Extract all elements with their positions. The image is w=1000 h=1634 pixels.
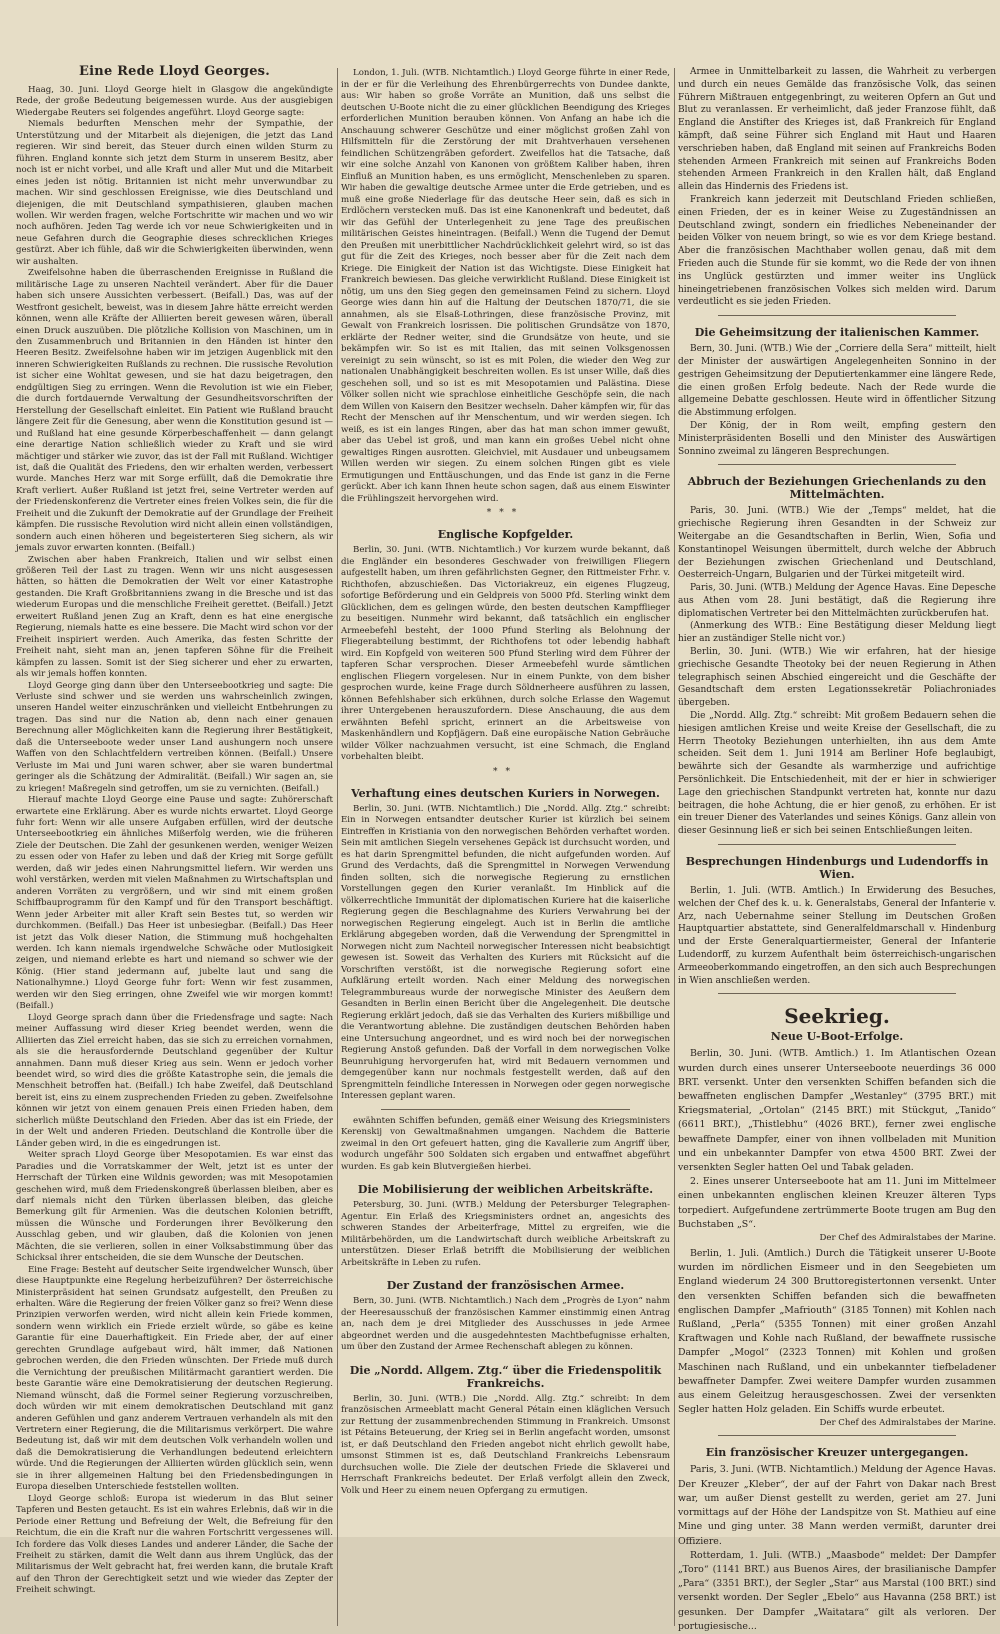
column-1 [16, 18, 333, 1634]
paragraph: Berlin, 30. Juni. (WTB.) Die „Nordd. Allg. Ztg.“ schreibt: In dem französischen Armeeblatt macht General Pétain einen kläglichen Versuch zur Rettung der zusammenbrechenden Stimmung in Frankreich. Umsonst ist Pétains Beteuerung, der Krieg sei in Berlin angefacht worden, umsonst ist, er daß Deutschland den Frieden angebot nicht ehrlich gewollt habe, umsonst Stimmen ist es, daß Deutschland Frankreichs Lebensraum durchsuchen wolle. Die Ziele der deutschen Friede die Sklaverei und Herrschaft Frankreichs bedeutet. Der Erlaß verfolgt allein den Zweck, Volk und Heer zu einem neuen Opfergang zu ermutigen. [341, 1393, 670, 1496]
divider [718, 464, 956, 465]
section-title: Die Geheimsitzung der italienischen Kammer. [694, 326, 980, 340]
paragraph: Paris, 3. Juni. (WTB. Nichtamtlich.) Meldung der Agence Havas. Der Kreuzer „Kleber“, der auf der Fahrt von Dakar nach Brest war, um außer Dienst gestellt zu werden, geriet am 27. Juni vormittags auf der Höhe der Landspitze von St. Mathieu auf eine Mine und ging unter. 38 Mann werden vermißt, darunter drei Offiziere. [678, 1464, 996, 1547]
paragraph: Haag, 30. Juni. Lloyd George hielt in Glasgow die angekündigte Rede, der große Bedeutung beigemessen wurde. Aus der ausgiebigen Wiedergabe Reuters sei folgendes angeführt. Lloyd George sagte: [16, 85, 333, 118]
paragraph: Berlin, 30. Juni. (WTB. Amtlich.) 1. Im Atlantischen Ozean wurden durch eines unserer Unterseeboote neuerdings 36 000 BRT. versenkt. Unter den versenkten Schiffen befanden sich die bewaffneten englischen Dampfer „Westanley“ (3795 BRT.) mit Kriegsmaterial, „Ortolan“ (2145 BRT.) mit Stückgut, „Tanido“ (6611 BRT.), „Thistlebhu“ (4026 BRT.), ferner zwei englische bewaffnete Dampfer, einer von ihnen vollbeladen mit Munition und ein unbekannter Dampfer von etwa 4500 BRT. Zwei der versenkten Segler hatten Oel und Tabak geladen. [678, 1048, 996, 1174]
paragraph: Rotterdam, 1. Juli. (WTB.) „Maasbode“ meldet: Der Dampfer „Toro“ (1141 BRT.) aus Buenos Aires, der brasilianische Dampfer „Para“ (3351 BRT.), der Segler „Star“ aus Marstal (100 BRT.) sind versenkt worden. Der Segler „Ebelo“ aus Havanna (258 BRT.) ist gesunken. Der Dampfer „Waitatara“ gilt als verloren. Der portugiesische... [678, 1549, 996, 1632]
paragraph: Bern, 30. Juni. (WTB. Nichtamtlich.) Nach dem „Progrès de Lyon“ nahm der Heeresausschuß der französischen Kammer einstimmig einen Antrag an, nach dem je drei Mitglieder des Ausschusses in jede Armee abgeordnet werden und die ausgedehntesten Machtbefugnisse erhalten, um über den Zustand der Armee Rechenschaft ablegen zu können. [341, 1296, 670, 1352]
paragraph: Zwischen aber haben Frankreich, Italien und wir selbst einen größeren Teil der Last zu tragen. Wenn wir uns nicht ausgesessen hätten, so hätten die Demokratien der Welt vor einer Katastrophe gestanden. Die Kraft Großbritanniens zwang in die Bresche und ist das wiederum Europas und die menschliche Freiheit gerettet. (Beifall.) Jetzt erweitert Rußland jenen Zug an Kraft, denn es hat eine energische Regierung, niemals hatte es eine bessere. Die Macht wird schon vor der Freiheit inspiriert werden. Auch Amerika, das festen Schritte der Freiheit naht, sieht man an, jenen tapferen Söhne für die Freiheit kämpfen zu lassen. Somit ist der Sieg sicherer und eher zu erwarten, als wir jemals hoffen konnten. [16, 554, 333, 680]
separator-stars: *** [486, 508, 525, 518]
paragraph: Paris, 30. Juni. (WTB.) Wie der „Temps“ meldet, hat die griechische Regierung ihren Gesandten in der Schweiz zur Weitergabe an die Gesandtschaften in Berlin, Wien, Sofia und Konstantinopel Weisungen übermittelt, durch welche der Abbruch der Beziehungen zwischen Griechenland und Deutschland, Oesterreich-Ungarn, Bulgarien und der Türkei mitgeteilt wird. [678, 506, 996, 581]
paragraph: ewähnten Schiffen befunden, gemäß einer Weisung des Kriegsministers Kerenskij von Gewaltmaßnahmen umgangen. Nachdem die Batterie zweimal in den Ort gefeuert hatten, ging die Kavallerie zum Angriff über, wodurch ungefähr 500 Soldaten sich ergaben und entwaffnet abgeführt wurden. Es gab kein Blutvergießen hierbei. [341, 1115, 670, 1172]
section-title: Besprechungen Hindenburgs und Ludendorffs in Wien. [685, 855, 989, 882]
headline-lloyd-george: Eine Rede Lloyd Georges. [79, 64, 270, 79]
section-title: Die Mobilisierung der weiblichen Arbeitskräfte. [357, 1183, 654, 1196]
divider [381, 1109, 630, 1110]
divider [718, 315, 956, 316]
paragraph: Lloyd George sprach dann über die Friedensfrage und sagte: Nach meiner Auffassung wird dieser Krieg beendet werden, wenn die Alliierten das Ziel erreicht haben, das sie sich zu erreichen vornahmen, als sie die herausfordernde Deutschland gegenüber der Kultur annahmen. Dann muß dieser Krieg aus sein. Wenn er jedoch vorher beendet wird, so wird dies die größte Katastrophe sein, die jemals die Menschheit betroffen hat. (Beifall.) Ich habe Zweifel, daß Deutschland bereit ist, eins zu einem zusprechenden Frieden zu geben. Zweifelsohne können wir jetzt von einem genauen Preis einen Frieden haben, dem sicherlich müßte Deutschland den Frieden. Aber das ist ein Friede, der in der Welt und anderen Frieden. Deutschland die Kontrolle über die Länder geben wird, in die es eingedrungen ist. [16, 1012, 333, 1149]
paragraph: Berlin, 30. Juni. (WTB. Nichtamtlich.) Vor kurzem wurde bekannt, daß die Engländer ein besonderes Geschwader von freiwilligen Fliegern aufgestellt haben, um ihren gefährlichsten Gegner, den Rittmeister Frhr. v. Richthofen, abzuschießen. Das Victoriakreuz, ein eigenes Flugzeug, sofortige Beförderung und ein Geldpreis von 5000 Pfd. Sterling winkt dem Glücklichen, dem es gelingen würde, den besten deutschen Kampfflieger zu beseitigen. Nunmehr wird bekannt, daß tatsächlich ein englischer Armeebefehl besteht, der 1000 Pfund Sterling als Belohnung der Fliegerabteilung bestimmt, der Richthofens tot oder lebendig habhaft wird. Ein Kopfgeld von weiteren 500 Pfund Sterling wird dem Führer der tapferen Schar versprochen. Dieser Armeebefehl wurde sämtlichen englischen Fliegern vorgelesen. Nur in einem Punkte, von dem bisher gesprochen wurde, keine Frage durch Söldnerheere ausführen zu lassen, können Befehlshaber sich erkühnen, durch solche Erlasse den Wagemut ihrer Untergebenen herauszufordern. Diese Anschauung, die aus dem erwähnten Befehl spricht, erinnert an die Arbeitsweise von Maskenhändlern und Kopfjägern. Daß eine europäische Nation Gebräuche wilder Völker nachzuahmen versucht, ist eine Schmach, die England vorbehalten bleibt. [341, 545, 670, 762]
section-title: Abbruch der Beziehungen Griechenlands zu den Mittelmächten. [687, 475, 987, 502]
paragraph: Lloyd George schloß: Europa ist wiederum in das Blut seiner Tapferen und Besten getaucht. Es ist ein wahres Erlebnis, daß wir in die Periode einer Rettung und Befreiung der Welt, die Befreiung für den Reichtum, die ein die Kraft nur die wahren Fortschritt vergessenes will. Ich fordere das Volk dieses Landes und anderer Länder, die Sache der Freiheit zu stärken, damit die Welt dann aus ihrem Unglück, das der Militarismus der Welt gebracht hat, frei werden kann, die brutale Kraft auf den Thron der Gerechtigkeit setzt und wie wieder das Zepter der Freiheit schwingt. [16, 1493, 333, 1596]
paragraph: Der König, der in Rom weilt, empfing gestern den Ministerpräsidenten Boselli und den Minister des Auswärtigen Sonnino zweimal zu längeren Besprechungen. [678, 420, 996, 457]
section-title: Ein französischer Kreuzer untergegangen. [705, 1446, 969, 1460]
paragraph: Zweifelsohne haben die überraschenden Ereignisse in Rußland die militärische Lage zu unseren Nachteil verändert. Aber für die Dauer haben sich unsere Aussichten verbessert. (Beifall.) Das, was auf der Westfront gesichelt, beweist, was in diesem Jahre hätte erreicht werden können, wenn alle Kräfte der Alliierten bereit gewesen wären, überall einen Druck auszuüben. Die plötzliche Kollision von Maschinen, um in den Zusammenbruch und Britannien in den Händen ist hinter den Heeren Besitz. Zweifelsohne haben wir im jetzigen Augenblick mit den inneren Schwierigkeiten Rußlands zu rechnen. Die russische Revolution ist sicher eine Wohltat gewesen, und sie hat dazu beigetragen, den endgültigen Sieg zu erringen. Wenn die Revolution ist wie ein Fieber, die durch fortdauernde Verwaltung der Gesundheitsvorschriften der Herstellung der Gesellschaft einleitet. Ein Patient wie Rußland braucht längere Zeit für die Genesung, aber wenn die Konstitution gesund ist — und Rußland hat eine gesunde Körperbeschaffenheit — dann gelangt eine derartige Nation schließlich wieder zu Kraft und sie wird mächtiger und stärker wie zuvor, das ist der Fall mit Rußland. Wichtiger ist, daß die Qualität des Friedens, den wir erhalten werden, verbessert wurde. Manches Herz war mit Sorge erfüllt, daß die Demokratie ihre Kraft verliert. Außer Rußland ist jetzt frei, seine Vertreter werden auf der Friedenskonferenz die Vertreter eines freien Volkes sein, die für die Freiheit und die Zukunft der Demokratie auf der Grundlage der Freiheit kämpfen. Die russische Revolution wird nicht allein einen vollständigen, sondern auch einen höheren und begeisterteren Sieg sichern, als wir jemals zuvor erwarten konnten. (Beifall.) [16, 268, 333, 554]
paragraph: Frankreich kann jederzeit mit Deutschland Frieden schließen, einen Frieden, der es in keiner Weise zu Zugeständnissen an Deutschland zwingt, sondern ein friedliches Nebeneinander der beiden Völker von neuem bringt, so wie es vor dem Kriege bestand. Aber die französischen Machthaber wollen genau, daß mit dem Frieden auch die Stunde für sie kommt, wo die Rede der von ihnen ins Unglück gestürzten und immer weiter ins Unglück hineingetriebenen französischen Volkes sich melden wird. Darum verdeutlicht es sie jeden Frieden. [678, 194, 996, 308]
paragraph: Niemals bedurften Menschen mehr der Sympathie, der Unterstützung und der Mitarbeit als diejenigen, die jetzt das Land regieren. Wir sind bereit, das Steuer durch einen wilden Sturm zu führen. England konnte sich jetzt dem Sturm in unserem Besitz, aber noch ist er nicht vorbei, und alle Kraft und aller Mut und die Mitarbeit eines jeden ist nötig. Britannien ist nicht mehr unverwundbar zu machen. Wir sind geschlossen Ereignisse, wie dies Deutschland und diejenigen, die mit Deutschland sympathisieren, glauben machen wollen. Wir werden fragen, welche Fortschritte wir machen und wo wir noch aufhören. Jeden Tag werde ich vor neue Schwierigkeiten und in neue Gefahren durch die Geographie dieses schrecklichen Krieges gestürzt. Aber ich fühle, daß wir die Schwierigkeiten überwinden, wenn wir aushalten. [16, 119, 333, 267]
paragraph: Berlin, 30. Juni. (WTB. Nichtamtlich.) Die „Nordd. Allg. Ztg.“ schreibt: Ein in Norwegen entsandter deutscher Kurier ist kürzlich bei seinem Eintreffen in Kristiania von den norwegischen Behörden verhaftet worden. Sein mit amtlichen Siegeln versehenes Gepäck ist durchsucht worden, und es hat darin Sprengmittel befunden, die nicht aufgefunden worden. Auf Grund des Verdachts, daß die Sprengmittel in Norwegen Verwendung finden sollten, sich die norwegische Regierung zu ernstlichen Vorstellungen gegen den Kurier veranlaßt. Im Hinblick auf die völkerrechtliche Immunität der diplomatischen Kuriere hat die kaiserliche Regierung gegen die Beschlagnahme des Kuriers Verwahrung bei der norwegischen Regierung eingelegt. Auch ist in Berlin die amtliche Erklärung abgegeben worden, daß die Verwendung der Sprengmittel in Norwegen nicht zum Nachteil norwegischer Interessen nicht beabsichtigt gewesen ist. Soweit das Verhalten des Kuriers mit Rücksicht auf die Vorschriften verstößt, ist die norwegische Regierung sofort eine Aufklärung erteilt worden. Nach einer Meldung des norwegischen Telegrammbureaus wurde der norwegische Minister des Aeußern dem Gesandten in Berlin einen Bericht über die Angelegenheit. Die deutsche Regierung erklärt jedoch, daß sie das Verhalten des Kuriers mißbillige und die Verantwortung ablehne. Die zuständigen deutschen Behörden haben eine Untersuchung angeordnet, und es wird noch bei der norwegischen Regierung Anstoß gefunden. Daß der Vorfall in dem norwegischen Volke Beunruhigung hervorgerufen hat, wird mit Bedauern vernommen und demgegenüber kann nur nochmals festgestellt werden, daß auf den Sprengmitteln feindliche Interessen in Norwegen oder gegen norwegische Interessen geplant waren. [341, 803, 670, 1101]
column-3 [678, 18, 996, 1634]
paragraph: Paris, 30. Juni. (WTB.) Meldung der Agence Havas. Eine Depesche aus Athen vom 28. Juni bestätigt, daß die Regierung ihre diplomatischen Vertreter bei den Mittelmächten zurückberufen hat. [678, 583, 996, 619]
seekrieg-subtitle: Neue U-Boot-Erfolge. [770, 1030, 904, 1044]
separator-stars: ** [493, 766, 518, 777]
paragraph: Berlin, 1. Juli. (WTB. Amtlich.) In Erwiderung des Besuches, welchen der Chef des k. u. k. Generalstabs, General der Infanterie v. Arz, nach Uebernahme seiner Stellung im Deutschen Großen Hauptquartier abstattete, sind Generalfeldmarschall v. Hindenburg und der Erste Generalquartiermeister, General der Infanterie Ludendorff, zu kurzem Aufenthalt beim österreichisch-ungarischen Armeeoberkommando eingetroffen, an den sich auch Besprechungen in Wien anschließen werden. [678, 886, 996, 986]
paragraph: Berlin, 30. Juni. (WTB.) Wie wir erfahren, hat der hiesige griechische Gesandte Theotoky bei der neuen Regierung in Athen telegraphisch seinen Abschied eingereicht und die Geschäfte der Gesandtschaft dem ersten Legationssekretär Poliachroniades übergeben. [678, 647, 996, 709]
column-divider [674, 68, 675, 1626]
signature: Der Chef des Admiralstabes der Marine. [819, 1418, 996, 1429]
paragraph: Berlin, 1. Juli. (Amtlich.) Durch die Tätigkeit unserer U-Boote wurden im nördlichen Eismeer und in den Seegebieten um England wiederum 24 300 Bruttoregistertonnen versenkt. Unter den versenkten Schiffen befanden sich die bewaffneten englischen Dampfer „Mafriouth“ (3185 Tonnen) mit Kohlen nach Rußland, „Perla“ (5355 Tonnen) mit einer großen Anzahl Kraftwagen und Kohle nach Rußland, der bewaffnete russische Dampfer „Mogol“ (2323 Tonnen) mit Kohlen und großen Maschinen nach Rußland, und ein unbekannter tiefbeladener bewaffneter Dampfer. Zwei weitere Dampfer wurden zusammen aus einem Geleitzug herausgeschossen. Zwei der versenkten Segler hatten Holz geladen. Ein Schiffs wurde erbeutet. [678, 1248, 996, 1416]
divider [718, 993, 956, 994]
paragraph: Eine Frage: Besteht auf deutscher Seite irgendwelcher Wunsch, über diese Hauptpunkte eine Regelung herbeizuführen? Der österreichische Ministerpräsident hat seinen Grundsatz aufgestellt, den Preußen zu erhalten. Wäre die Regierung der freien Völker ganz so frei? Wenn diese Prinzipien verworfen werden, wird nicht allein kein Friede kommen, sondern wenn wirklich ein Friede erzielt würde, so gäbe es keine Garantie für eine Dauerhaftigkeit. Ein Friede aber, der auf einer gerechten Grundlage aufgebaut wird, hält immer, daß Nationen gebrochen werden, die den Frieden wünschten. Der Friede muß durch die Vernichtung der preußischen Militärmacht garantiert werden. Die beste Garantie wäre eine Demokratisierung der deutschen Regierung. Niemand wünscht, daß die Formel seiner Regierung vorzuschreiben, doch würden wir mit einem demokratischen Deutschland mit ganz anderen Gefühlen und ganz anderem Vertrauen verhandeln als mit den Vertretern einer Regierung, die die Militarismus verkörpert. Die wahre Bedeutung ist, daß wir mit dem deutschen Volk verhandeln wollen und daß die Demokratisierung die Verhandlungen bedeutend erleichtern würde. Und die Regierungen der Alliierten würden glücklich sein, wenn sie in ihrer allgemeinen Haltung bei den Friedensbedingungen in Europa dieselben Unterschiede feststellen wollten. [16, 1264, 333, 1493]
paragraph: (Anmerkung des WTB.: Eine Bestätigung dieser Meldung liegt hier an zuständiger Stelle nicht vor.) [678, 621, 996, 645]
paragraph: Die „Nordd. Allg. Ztg.“ schreibt: Mit großem Bedauern sehen die hiesigen amtlichen Kreise und weite Kreise der Gesellschaft, die zu Herrn Theotoky Beziehungen unterhielten, ihn aus dem Amte scheiden. Seit dem 1. Juni 1914 am Berliner Hofe beglaubigt, bewährte sich der Gesandte als warmherzige und aufrichtige Persönlichkeit. Die Entschiedenheit, mit der er hier in schwieriger Lage den griechischen Standpunkt vertreten hat, konnte nur dazu beitragen, die hohe Achtung, die er hier genoß, zu erhöhen. Er ist ein treuer Diener des Vaterlandes und seines Königs. Ganz allein von dieser Gesinnung ließ er sich bei seinen Entschließungen leiten. [678, 711, 996, 837]
signature: Der Chef des Admiralstabes der Marine. [819, 1233, 996, 1244]
paragraph: 2. Eines unserer Unterseeboote hat am 11. Juni im Mittelmeer einen unbekannten englischen kleinen Kreuzer älteren Typs torpediert. Aufgefundene zertrümmerte Boote trugen am Bug den Buchstaben „S“. [678, 1176, 996, 1230]
paragraph: London, 1. Juli. (WTB. Nichtamtlich.) Lloyd George führte in einer Rede, in der er für die Verleihung des Ehrenbürgerrechts von Dundee dankte, aus: Wir haben so große Vorräte an Munition, daß uns selbst die deutschen U-Boote nicht die zu einer glücklichen Beendigung des Krieges erforderlichen Munition berauben können. Von Anfang an habe ich die Anschauung schwerer Geschütze und einer möglichst großen Zahl von Hilfsmitteln für die Zerstörung der mit Drahtverhauen versehenen feindlichen Schützengräben gefordert. Zweifellos hat die Tatsache, daß wir eine solche Anzahl von Kanonen von größtem Kaliber haben, ihren Einfluß an Munition haben, es uns ermöglicht, Menschenleben zu sparen. Wir haben die gewaltige deutsche Armee unter die Erde getrieben, und es muß eine große Niederlage für das deutsche Heer sein, daß es sich in Erdlöchern verstecken muß. Das ist eine Kanonenkraft und bedeutet, daß wir das Gefühl der Unterlegenheit zu jene Tage des preußischen militärischen Geistes hineintragen. (Beifall.) Wenn die Tugend der Demut den Preußen mit unerbittlicher Nachdrücklichkeit gelehrt wird, so ist das gut für die Zeit des Krieges, noch besser aber für die Zeit nach dem Kriege. Die Einigkeit der Nation ist das Wichtigste. Diese Einigkeit hat Frankreich bewiesen. Das gleiche verwirklicht Rußland. Diese Einigkeit ist nötig, um uns den Sieg gegen den gemeinsamen Feind zu sichern. Lloyd George wies dann hin auf die Haltung der Deutschen 1870/71, die sie annahmen, als sie Elsaß-Lothringen, diese französische Provinz, mit Gewalt von Frankreich losrissen. Die politischen Grundsätze von 1870, erklärte der Redner weiter, sind die Grundsätze von heute, und sie bekämpfen wir. So ist es mit Italien, das mit seinen Volksgenossen vereinigt zu sein wünscht, so ist es mit Polen, die wieder den Weg zur nationalen Unabhängigkeit beschreiten wollen. Es ist unser Wille, daß dies geschehen soll, und so ist es mit Mesopotamien und Palästina. Diese Völker sollen nicht wie sprachlose einheitliche Geschöpfe sein, die nach dem Willen von Kaisern den Besitzer wechseln. Daher kämpfen wir, für das Recht der Menschen auf ihr Menschentum, und wir werden siegen. Ich weiß, es ist ein langes Ringen, aber das hat man schon immer gewußt, aber das Uebel ist groß, und man kann ein großes Uebel nicht ohne gewaltiges Ringen ausrotten. Gleichviel, mit Ausdauer und unbeugsamem Willen werden wir siegen. Zu einem solchen Ringen gibt es viele Ermutigungen und Enttäuschungen, und das Ende ist ganz in die Ferne gerückt. Aber ich kann Ihnen heute schon sagen, daß aus einem Eiswinter die Frühlingszeit hervorgehen wird. [341, 68, 670, 504]
divider [718, 844, 956, 845]
column-2 [341, 18, 670, 1634]
paragraph: Lloyd George ging dann über den Unterseebootkrieg und sagte: Die Verluste sind schwer und sie werden uns wahrscheinlich zwingen, unseren Handel weiter einzuschränken und vielleicht Entbehrungen zu tragen. Das sind nur die Nation ab, denn nach einer genauen Berechnung aller Möglichkeiten kann die Regierung ihrer Bestätigkeit, daß die Unterseeboote weder unser Land aushungern noch unsere Waffen von den Schlachtfeldern vertreiben können. (Beifall.) Unsere Verluste im Mai und Juni waren schwer, aber sie waren bundertmal geringer als die Schätzung der Admiralität. (Beifall.) Wir sagen an, sie zu kriegen! Maßregeln sind getroffen, um sie zu vernichten. (Beifall.) [16, 680, 333, 794]
paragraph: Hierauf machte Lloyd George eine Pause und sagte: Zuhörerschaft erwartete eine Erklärung. Aber es wurde nichts erwartet. Lloyd George fuhr fort: Wenn wir alle unsere Aufgaben erfüllen, wird der deutsche Unterseebootkrieg ein ähnliches Mißerfolg werden, wie die früheren Ziele der Deutschen. Die Zahl der gesunkenen werden, weniger Weizen zu essen oder von Hafer zu leben und daß der Krieg mit Sorge gefüllt werden, daß wir jedes einen Nahrungsmittel liefern. Wir werden uns wohl verstärken, werden mit vielen Maßnahmen zu Wirtschaftsplan und anderen Vorräten zu vergrößern, und wir sind mit einem großen Schiffbauprogramm für den Kampf und für den Transport beschäftigt. Wenn jeder Arbeiter mit aller Kraft sein Bestes tut, so werden wir durchkommen. (Beifall.) Das Heer ist unbesiegbar. (Beifall.) Das Heer ist jetzt das Volk dieser Nation, die Stimmung muß hochgehalten werden. Ich kann niemals irgendwelche Schwäche oder Mutlosigkeit zeigen, und niemand erlebte es hart und niemand so schwer wie der König. (Hier stand jedermann auf, jubelte laut und sang die Nationalhymne.) Lloyd George fuhr fort: Wenn wir fest zusammen, werden wir den Sieg erringen, ohne Zweifel wie wir morgen kommt! (Beifall.) [16, 795, 333, 1012]
section-title: Die „Nordd. Allgem. Ztg.“ über die Friedenspolitik Frankreichs. [349, 1363, 662, 1390]
paragraph: Armee in Unmittelbarkeit zu lassen, die Wahrheit zu verbergen und durch ein neues Gemälde das französische Volk, das seinen Führern Mißtrauen entgegenbringt, zu weiteren Opfern an Gut und Blut zu veranlassen. Er verheimlicht, daß jeder Franzose fühlt, daß England die Anstifter des Krieges ist, daß Frankreich für England kämpft, daß seine Führer sich England mit Haut und Haaren verschrieben haben, daß England mit seinen auf Frankreichs Boden stehenden Armeen Frankreich mit seinen auf Frankreichs Boden stehenden Armeen Frankreich in den Krallen hält, daß England allein das Hindernis des Friedens ist. [678, 67, 996, 193]
section-title: Verhaftung eines deutschen Kuriers in Norwegen. [351, 786, 660, 800]
paragraph: Petersburg, 30. Juni. (WTB.) Meldung der Petersburger Telegraphen-Agentur. Ein Erlaß des Kriegsministers ordnet an, angesichts des schweren Standes der Arbeiterfrage, Mittel zu ergreifen, wie die Militärbehörden, um die Landwirtschaft durch weibliche Arbeitskraft zu unterstützen. Dieser Erlaß betrifft die Mobilisierung der weiblichen Arbeitskräfte in Leben zu rufen. [341, 1200, 670, 1268]
column-divider [337, 68, 338, 1626]
paragraph: Weiter sprach Lloyd George über Mesopotamien. Es war einst das Paradies und die Vorratskammer der Welt, jetzt ist es unter der Herrschaft der Türken eine Wildnis geworden; was mit Mesopotamien geschehen wird, muß dem Friedenskongreß überlassen bleiben, aber es darf niemals nicht den Türken überlassen bleiben, das gleiche Bemerkung gilt für Armenien. Was die deutschen Kolonien betrifft, müssen die Wünsche und Forderungen ihrer Bevölkerung den Ausschlag geben, und wir glauben, daß die Kolonien von jenen Mächten, die sie verlieren, sollen in einer Volksabstimmung über das Schicksal ihrer entscheiden, die sie dem Wunsche der Deutschen. [16, 1150, 333, 1264]
section-title: Englische Kopfgelder. [437, 528, 574, 541]
section-title: Der Zustand der französischen Armee. [386, 1279, 625, 1292]
seekrieg-title: Seekrieg. [784, 1004, 890, 1029]
paragraph: Bern, 30. Juni. (WTB.) Wie der „Corriere della Sera“ mitteilt, hielt der Minister der auswärtigen Angelegenheiten Sonnino in der gestrigen Geheimsitzung der Deputiertenkammer eine längere Rede, die einen großen Erfolg bedeute. Nach der Rede wurde die allgemeine Debatte geschlossen. Heute wird in öffentlicher Sitzung die Abstimmung erfolgen. [678, 344, 996, 419]
divider [718, 1435, 956, 1436]
